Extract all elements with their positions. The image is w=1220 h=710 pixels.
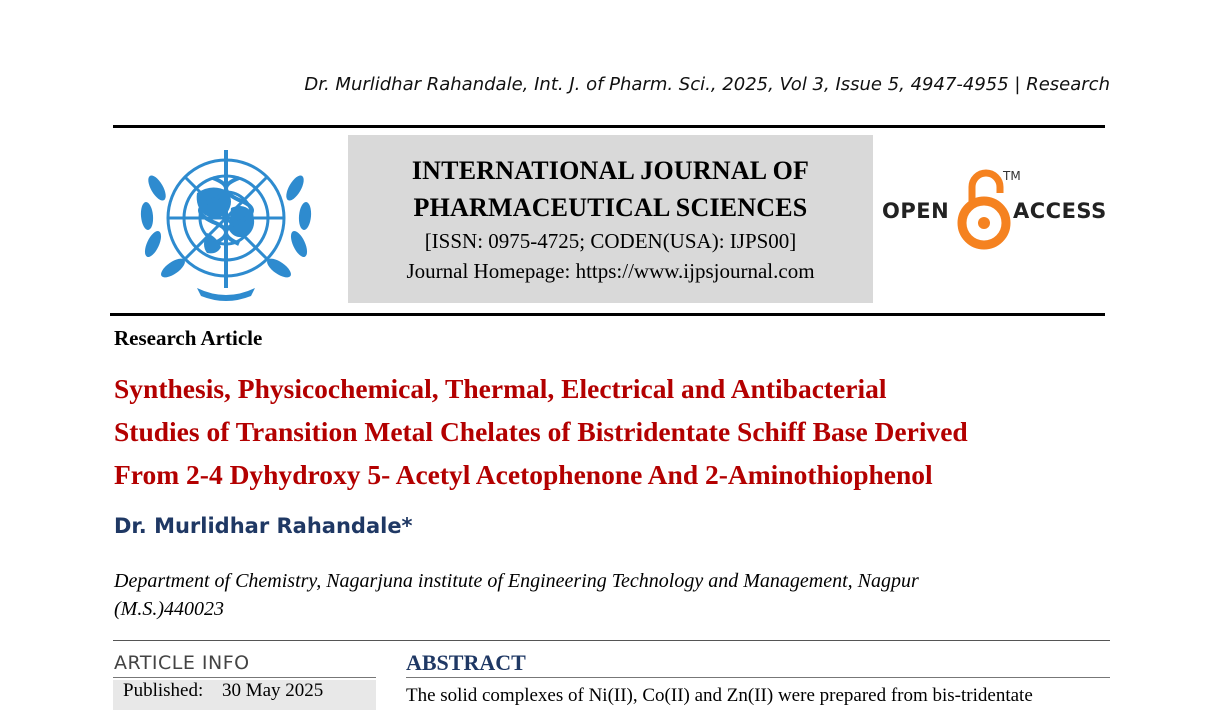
trademark-mark: TM: [1003, 169, 1021, 183]
article-info-rule: [113, 677, 376, 678]
affiliation-rule: [113, 640, 1110, 641]
open-access-access-text: ACCESS: [1013, 199, 1107, 223]
journal-issn: [ISSN: 0975-4725; CODEN(USA): IJPS00]: [424, 229, 797, 253]
journal-name-line1: INTERNATIONAL JOURNAL OF: [411, 156, 810, 185]
journal-masthead: [348, 135, 873, 303]
affiliation-line: (M.S.)440023: [114, 598, 224, 620]
journal-homepage: Journal Homepage: https://www.ijpsjournal.com: [406, 259, 815, 283]
affiliation: [114, 567, 1074, 623]
running-head: Dr. Murlidhar Rahandale, Int. J. of Pharm. Sci., 2025, Vol 3, Issue 5, 4947-4955 | Research: [304, 74, 1110, 95]
open-access-open-text: OPEN: [882, 199, 950, 223]
abstract-heading: ABSTRACT: [406, 650, 526, 675]
affiliation-line: Department of Chemistry, Nagarjuna institute of Engineering Technology and Management, Nagpur: [114, 570, 919, 592]
published-date: 30 May 2025: [221, 680, 324, 701]
published-row: [113, 680, 376, 710]
article-type: Research Article: [114, 326, 263, 350]
title-line: From 2-4 Dyhydroxy 5- Acetyl Acetophenone And 2-Aminothiophenol: [114, 459, 933, 490]
abstract-text: The solid complexes of Ni(II), Co(II) and Zn(II) were prepared from bis-tridentate: [406, 685, 1033, 706]
title-line: Synthesis, Physicochemical, Thermal, Electrical and Antibacterial: [114, 373, 887, 404]
journal-name-line2: PHARMACEUTICAL SCIENCES: [413, 193, 808, 222]
author-name[interactable]: Dr. Murlidhar Rahandale*: [114, 514, 413, 538]
header-rule-top: [113, 125, 1105, 128]
title-line: Studies of Transition Metal Chelates of Bistridentate Schiff Base Derived: [114, 416, 968, 447]
article-title: [114, 367, 1124, 496]
abstract-rule: [406, 677, 1110, 678]
header-rule-bottom: [110, 313, 1105, 316]
journal-emblem-icon: [127, 138, 325, 306]
published-label: Published:: [123, 680, 204, 701]
open-access-logo: [880, 167, 1110, 251]
article-info-label: ARTICLE INFO: [114, 652, 250, 674]
